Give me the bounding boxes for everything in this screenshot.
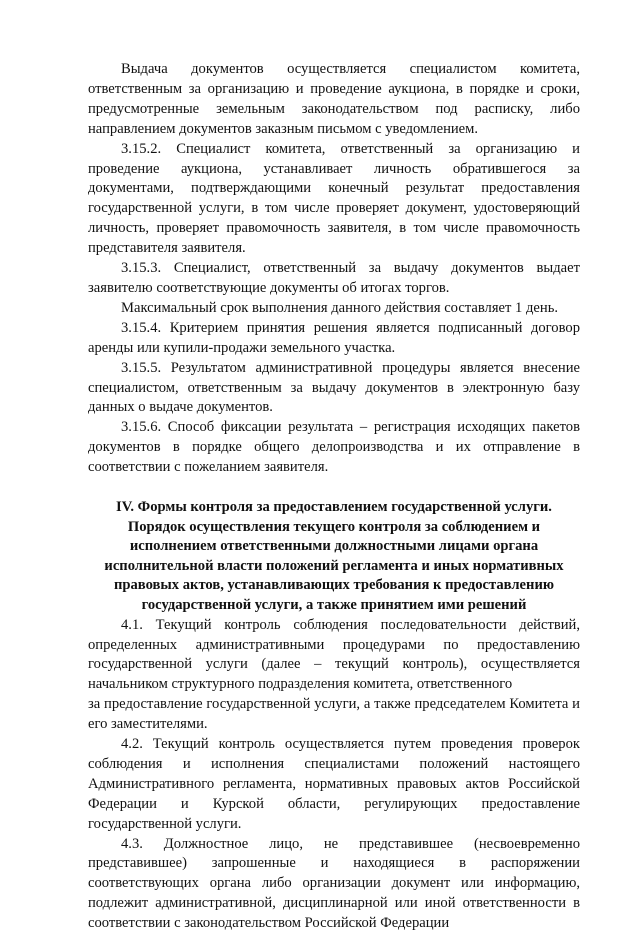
paragraph-3-15-3: 3.15.3. Специалист, ответственный за выдачу документов выдает заявителю соответствующие документы об итогах торгов. (88, 260, 580, 296)
paragraph-4-1: 4.1. Текущий контроль соблюдения последовательности действий, определенных административными процедурами по предоставлению государственной услуги (далее – текущий контроль), осуществляется начальником структурного подразделения комитета, ответственного (88, 616, 580, 693)
paragraph-3-15-6: 3.15.6. Способ фиксации результата – регистрация исходящих пакетов документов в порядке общего делопроизводства и их отправление в соответствии с пожеланием заявителя. (88, 419, 580, 476)
paragraph-4-1-continuation: за предоставление государственной услуги, а также председателем Комитета и его заместителями. (88, 696, 580, 733)
section-heading: IV. Формы контроля за предоставлением государственной услуги. Порядок осуществления текущего контроля за соблюдением и исполнением ответственными должностными лицами органа исполнительной власти положений регламента и иных нормативных правовых актов, устанавливающих требования к предоставлению государственной услуги, а также принятием ими решений (104, 499, 564, 613)
paragraph-3-15-5: 3.15.5. Результатом административной процедуры является внесение специалистом, ответственным за выдачу документов в электронную базу данных о выдаче документов. (88, 359, 580, 416)
paragraph-document-issuance: Выдача документов осуществляется специалистом комитета, ответственным за организацию и проведение аукциона, в порядке и сроки, предусмотренные земельным законодательством под расписку, либо направлением документов заказным письмом с уведомлением. (88, 61, 580, 137)
section-spacer (88, 478, 580, 498)
paragraph-4-3: 4.3. Должностное лицо, не представившее (несвоевременно представившее) запрошенные и находящиеся в распоряжении соответствующих органа либо организации документ или информацию, подлежит административной, дисциплинарной или иной ответственности в соответствии с законодательством Российской Федерации (88, 835, 580, 932)
paragraph-max-duration: Максимальный срок выполнения данного действия составляет 1 день. (121, 299, 559, 316)
paragraph-3-15-4: 3.15.4. Критерием принятия решения является подписанный договор аренды или купили-продажи земельного участка. (88, 319, 580, 356)
paragraph-3-15-2: 3.15.2. Специалист комитета, ответственный за организацию и проведение аукциона, устанавливает личность обратившегося за документами, подтверждающими конечный результат предоставления государственной услуги, в том числе проверяет документ, удостоверяющий личность, проверяет правомочность заявителя, в том числе правомочность представителя заявителя. (88, 140, 580, 257)
paragraph-4-2: 4.2. Текущий контроль осуществляется путем проведения проверок соблюдения и исполнения специалистами положений настоящего Административного регламента, нормативных правовых актов Российской Федерации и Курской области, регулирующих предоставление государственной услуги. (88, 736, 580, 832)
